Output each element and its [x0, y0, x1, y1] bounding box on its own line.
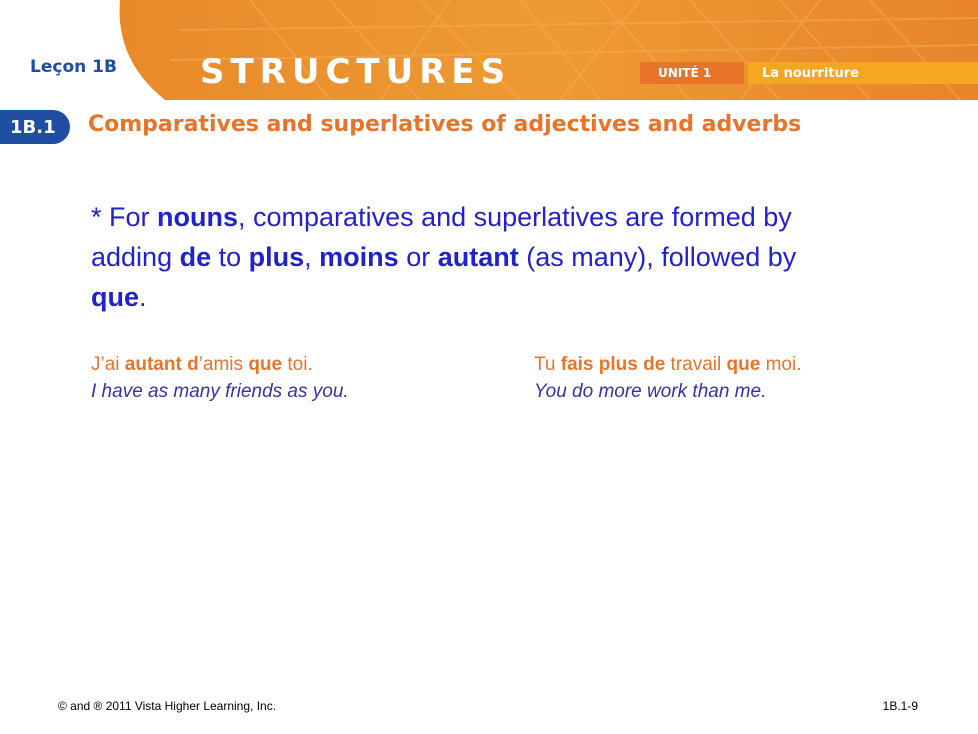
grammar-rule: [91, 197, 851, 317]
header-banner: [0, 0, 978, 100]
example-keyword: que: [248, 354, 283, 375]
example-keyword: autant d: [124, 354, 199, 375]
section-heading: STRUCTURES: [200, 52, 512, 92]
example-text: Tu: [534, 354, 561, 375]
rule-keyword: autant: [437, 242, 519, 272]
section-title: Comparatives and superlatives of adjectives and adverbs: [88, 112, 802, 137]
rule-text: ,: [304, 242, 320, 272]
example-1: [91, 351, 349, 405]
example-french: [91, 351, 349, 378]
example-keyword: fais plus de: [560, 354, 666, 375]
rule-keyword: moins: [319, 242, 399, 272]
rule-text: to: [211, 242, 249, 272]
example-text: toi.: [282, 354, 313, 375]
rule-keyword: de: [179, 242, 212, 272]
rule-keyword: que: [91, 282, 140, 312]
example-2: [534, 351, 802, 405]
rule-text: * For: [91, 202, 158, 232]
unit-label: UNITÉ 1: [640, 62, 744, 84]
rule-text: (as many), followed by: [518, 242, 797, 272]
unit-theme: La nourriture: [748, 62, 978, 84]
rule-text: .: [139, 282, 147, 312]
rule-text: , comparatives and superlatives are formed by adding: [91, 202, 792, 272]
rule-keyword: nouns: [157, 202, 239, 232]
section-number-badge: 1B.1: [0, 110, 70, 144]
example-english: I have as many friends as you.: [91, 381, 349, 402]
example-text: ’amis: [198, 354, 249, 375]
example-text: travail: [665, 354, 727, 375]
copyright-notice: © and ® 2011 Vista Higher Learning, Inc.: [58, 699, 277, 713]
page-number: 1B.1-9: [882, 699, 918, 713]
example-english: You do more work than me.: [534, 381, 767, 402]
example-text: moi.: [760, 354, 802, 375]
lesson-label: Leçon 1B: [30, 57, 117, 77]
rule-keyword: plus: [248, 242, 305, 272]
example-text: J’ai: [91, 354, 125, 375]
example-keyword: que: [726, 354, 761, 375]
rule-text: or: [398, 242, 438, 272]
example-french: [534, 351, 802, 378]
